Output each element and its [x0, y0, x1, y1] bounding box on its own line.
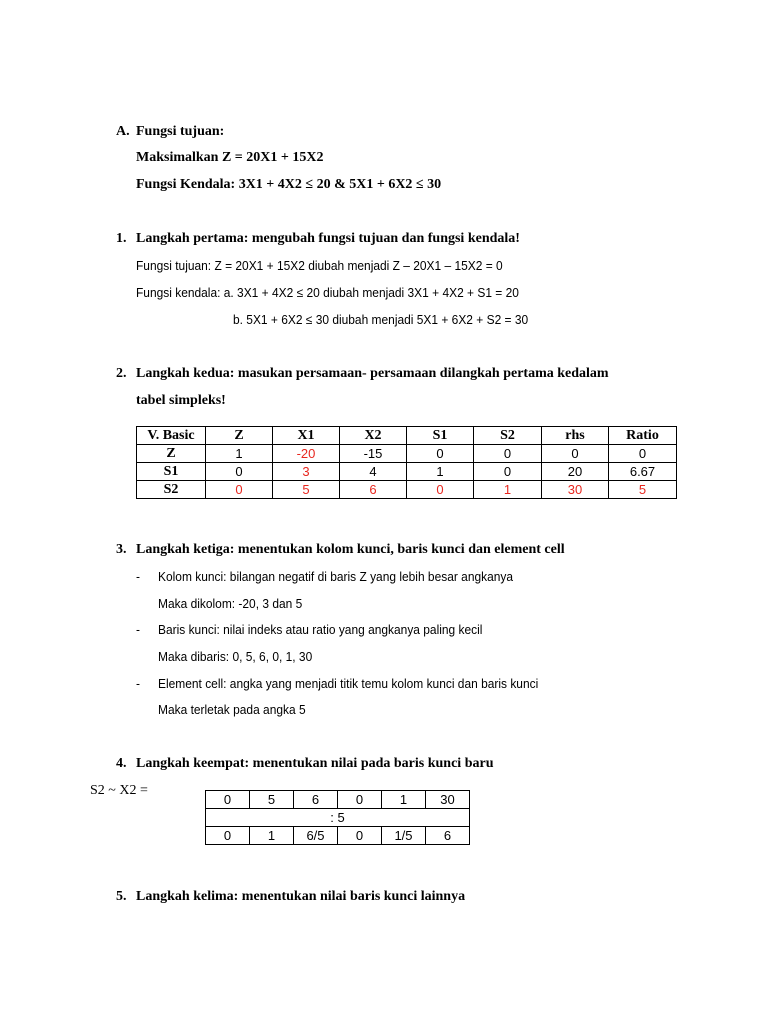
table-cell: 5: [609, 481, 677, 499]
table-cell: 0: [407, 481, 474, 499]
table-cell: 6: [294, 791, 338, 809]
table-cell: 4: [340, 463, 407, 481]
row-label: S2: [137, 481, 206, 499]
constraint-functions: Fungsi Kendala: 3X1 + 4X2 ≤ 20 & 5X1 + 6X2 ≤ 30: [136, 177, 442, 192]
table-row: [137, 481, 677, 499]
step3-title: Langkah ketiga: menentukan kolom kunci, baris kunci dan element cell: [136, 542, 565, 557]
baris-kunci-text: Baris kunci: nilai indeks atau ratio yang angkanya paling kecil: [158, 622, 483, 637]
header-x2: X2: [340, 427, 407, 445]
table-row: [206, 827, 470, 845]
section-a-title: Fungsi tujuan:: [136, 124, 225, 139]
table-row: [206, 809, 470, 827]
table-cell: 0: [206, 481, 273, 499]
kolom-kunci-text: Kolom kunci: bilangan negatif di baris Z yang lebih besar angkanya: [158, 569, 514, 584]
step2-title-line1: Langkah kedua: masukan persamaan- persamaan dilangkah pertama kedalam: [136, 366, 609, 381]
table-cell: 0: [474, 445, 542, 463]
step1-line2: Fungsi kendala: a. 3X1 + 4X2 ≤ 20 diubah menjadi 3X1 + 4X2 + S1 = 20: [136, 285, 519, 300]
header-vbasic: V. Basic: [137, 427, 206, 445]
step5-marker: 5.: [116, 889, 127, 904]
header-ratio: Ratio: [609, 427, 677, 445]
objective-function: Maksimalkan Z = 20X1 + 15X2: [136, 150, 324, 165]
bullet-dash: -: [136, 569, 140, 584]
step2-title-line2: tabel simpleks!: [136, 393, 226, 408]
table-cell: 0: [338, 827, 382, 845]
header-x1: X1: [273, 427, 340, 445]
table-cell: 1: [474, 481, 542, 499]
element-cell-text: Element cell: angka yang menjadi titik temu kolom kunci dan baris kunci: [158, 676, 539, 691]
header-s1: S1: [407, 427, 474, 445]
table-cell: 0: [407, 445, 474, 463]
step1-line1: Fungsi tujuan: Z = 20X1 + 15X2 diubah menjadi Z – 20X1 – 15X2 = 0: [136, 258, 503, 273]
new-key-row-label: S2 ~ X2 =: [90, 783, 148, 798]
baris-kunci-result: Maka dibaris: 0, 5, 6, 0, 1, 30: [158, 649, 313, 664]
step1-line3: b. 5X1 + 6X2 ≤ 30 diubah menjadi 5X1 + 6X2 + S2 = 30: [233, 312, 529, 327]
table-cell: 6.67: [609, 463, 677, 481]
bullet-dash: -: [136, 676, 140, 691]
table-row: [206, 791, 470, 809]
header-s2: S2: [474, 427, 542, 445]
table-cell: 0: [206, 463, 273, 481]
table-row: [137, 445, 677, 463]
table-cell: 5: [273, 481, 340, 499]
table-row: [137, 463, 677, 481]
element-cell-result: Maka terletak pada angka 5: [158, 702, 306, 717]
new-key-row-table: [205, 790, 470, 845]
step1-marker: 1.: [116, 231, 127, 246]
table-cell: 30: [426, 791, 470, 809]
table-cell: 0: [206, 791, 250, 809]
step4-marker: 4.: [116, 756, 127, 771]
step3-marker: 3.: [116, 542, 127, 557]
table-cell: 20: [542, 463, 609, 481]
divider-cell: : 5: [206, 809, 470, 827]
table-cell: 1/5: [382, 827, 426, 845]
table-cell: -20: [273, 445, 340, 463]
table-cell: -15: [340, 445, 407, 463]
simplex-header-row: [137, 427, 677, 445]
bullet-dash: -: [136, 622, 140, 637]
header-z: Z: [206, 427, 273, 445]
table-cell: 6/5: [294, 827, 338, 845]
table-cell: 0: [542, 445, 609, 463]
table-cell: 1: [206, 445, 273, 463]
table-cell: 5: [250, 791, 294, 809]
table-cell: 0: [474, 463, 542, 481]
table-cell: 30: [542, 481, 609, 499]
table-cell: 0: [206, 827, 250, 845]
table-cell: 1: [250, 827, 294, 845]
step2-marker: 2.: [116, 366, 127, 381]
table-cell: 3: [273, 463, 340, 481]
simplex-table: [136, 426, 677, 499]
step4-title: Langkah keempat: menentukan nilai pada baris kunci baru: [136, 756, 494, 771]
table-cell: 1: [407, 463, 474, 481]
step5-title: Langkah kelima: menentukan nilai baris kunci lainnya: [136, 889, 466, 904]
table-cell: 6: [340, 481, 407, 499]
table-cell: 0: [609, 445, 677, 463]
table-cell: 6: [426, 827, 470, 845]
step1-title: Langkah pertama: mengubah fungsi tujuan dan fungsi kendala!: [136, 231, 520, 246]
row-label: S1: [137, 463, 206, 481]
table-cell: 0: [338, 791, 382, 809]
section-a-marker: A.: [116, 124, 130, 139]
row-label: Z: [137, 445, 206, 463]
header-rhs: rhs: [542, 427, 609, 445]
table-cell: 1: [382, 791, 426, 809]
kolom-kunci-result: Maka dikolom: -20, 3 dan 5: [158, 596, 303, 611]
